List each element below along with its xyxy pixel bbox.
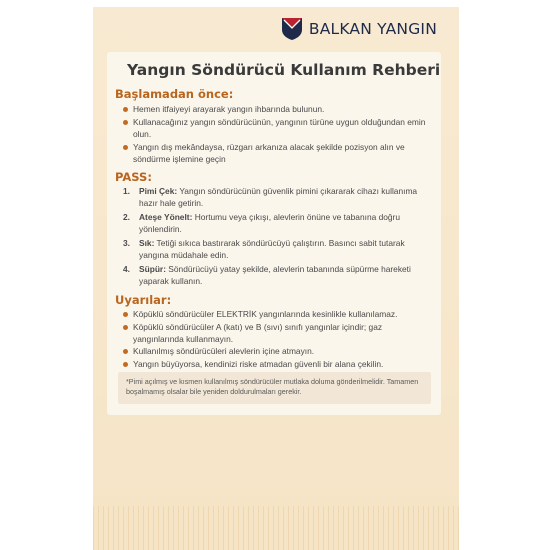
guide-panel [107, 52, 441, 415]
bullet-icon [123, 362, 128, 367]
bullet-icon [123, 120, 128, 125]
shield-logo-icon [281, 17, 303, 41]
product-card [93, 7, 459, 550]
brand-name: BALKAN YANGIN [308, 20, 437, 38]
footnote-box: *Pimi açılmış ve kısmen kullanılmış söndürücüler mutlaka doluma gönderilmelidir. Tamamen boşalmamış olsalar bile yeniden doldurulmaları gerekir. [118, 372, 431, 404]
section-heading-pass: PASS: [115, 170, 152, 184]
bullet-icon [123, 349, 128, 354]
pass-step: 4. Süpür: Söndürücüyü yatay şekilde, alevlerin tabanında süpürme hareketi yaparak kullanın. [123, 264, 411, 286]
list-item: Yangın dış mekândaysa, rüzgarı arkanıza alacak şekilde pozisyon alın ve söndürme işlemine geçin [123, 142, 428, 165]
list-item: Kullanılmış söndürücüleri alevlerin içine atmayın. [123, 346, 428, 358]
brand-logo [281, 16, 437, 42]
bullet-icon [123, 312, 128, 317]
list-item: Yangın büyüyorsa, kendinizi riske atmadan güvenli bir alana çekilin. [123, 359, 428, 371]
list-item: Kullanacağınız yangın söndürücünün, yangının türüne uygun olduğundan emin olun. [123, 117, 428, 140]
list-item: Köpüklü söndürücüler A (katı) ve B (sıvı) sınıfı yangınlar içindir; gaz yangınlarında kullanmayın. [123, 322, 428, 345]
bullet-icon [123, 107, 128, 112]
section-heading-before: Başlamadan önce: [115, 87, 234, 101]
bullet-icon [123, 145, 128, 150]
list-item: Köpüklü söndürücüler ELEKTRİK yangınlarında kesinlikle kullanılamaz. [123, 309, 428, 321]
guide-title: Yangın Söndürücü Kullanım Rehberi [127, 61, 441, 79]
bullet-icon [123, 325, 128, 330]
pass-step: 1. Pimi Çek: Yangın söndürücünün güvenlik pimini çıkararak cihazı kullanıma hazır hale getirin. [123, 186, 418, 208]
pass-step: 3. Sık: Tetiği sıkıca bastırarak söndürücüyü çalıştırın. Basıncı sabit tutarak yangına müdahale edin. [123, 238, 405, 260]
decorative-stripes [93, 506, 459, 550]
section-heading-warnings: Uyarılar: [115, 293, 172, 307]
list-item: Hemen itfaiyeyi arayarak yangın ihbarında bulunun. [123, 104, 428, 116]
pass-step: 2. Ateşe Yönelt: Hortumu veya çıkışı, alevlerin önüne ve tabanına doğru yönlendirin. [123, 212, 401, 234]
